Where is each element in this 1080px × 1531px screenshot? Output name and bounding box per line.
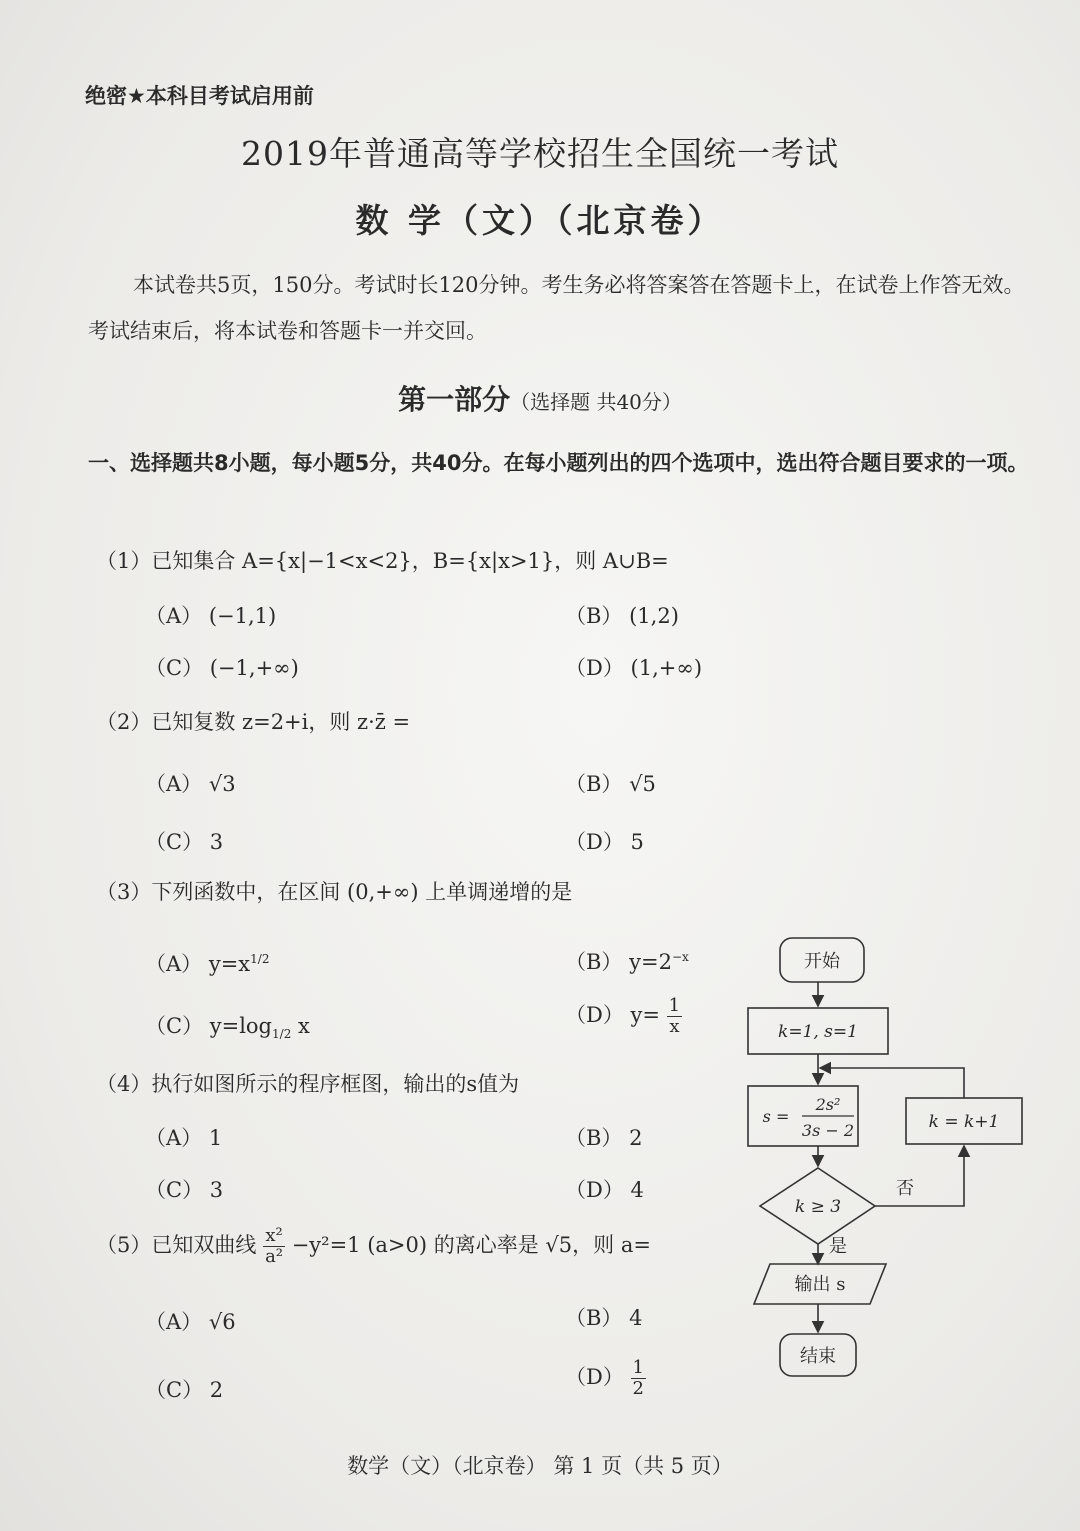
question-2-option-c: （C） 3 <box>145 830 224 854</box>
confidential-label: 绝密★本科目考试启用前 <box>85 84 314 108</box>
question-5-fraction <box>263 1226 285 1267</box>
flowchart-increment-label: k = k+1 <box>928 1112 1000 1132</box>
page-footer: 数学（文）（北京卷） 第 1 页（共 5 页） <box>347 1454 733 1478</box>
question-1-stem: （1）已知集合 A={x|−1<x<2}，B={x|x>1}，则 A∪B= <box>96 549 669 573</box>
question-4-option-b: （B） 2 <box>565 1126 643 1150</box>
question-3-stem: （3）下列函数中，在区间 (0,+∞) 上单调递增的是 <box>96 880 573 904</box>
question-5-option-d <box>565 1358 646 1399</box>
flowchart-init-label: k=1, s=1 <box>778 1022 858 1042</box>
flowchart-yes-label: 是 <box>829 1236 847 1257</box>
flowchart-assign-denominator: 3s − 2 <box>801 1121 855 1140</box>
question-1-option-d: （D） (1,+∞) <box>565 656 703 680</box>
section-instructions: 一、选择题共8小题，每小题5分，共40分。在每小题列出的四个选项中，选出符合题目要求的一项。 <box>88 451 1029 475</box>
question-3-option-d-fraction <box>667 996 682 1037</box>
question-5-option-d-fraction <box>631 1358 646 1399</box>
exam-subtitle: 数 学（文）（北京卷） <box>355 201 725 240</box>
flowchart-start-label: 开始 <box>804 951 840 972</box>
question-4-stem: （4）执行如图所示的程序框图，输出的s值为 <box>96 1072 520 1096</box>
fraction-numerator: 1 <box>632 1357 644 1378</box>
flowchart-output-label: 输出 s <box>794 1274 846 1295</box>
question-3-option-d-text: （D） y= <box>565 1003 660 1027</box>
question-3-option-a <box>145 948 269 978</box>
fraction-numerator: x² <box>263 1226 285 1247</box>
question-3-option-a-exponent: 1/2 <box>250 952 270 966</box>
question-2-option-a: （A） √3 <box>145 772 236 796</box>
question-3-option-c-text: （C） y=log <box>145 1014 273 1038</box>
question-3-option-c <box>145 1010 310 1041</box>
fraction-denominator: a² <box>265 1246 284 1267</box>
exam-instructions: 本试卷共5页，150分。考试时长120分钟。考生务必将答案答在答题卡上，在试卷上作答无效。考试结束后，将本试卷和答题卡一并交回。 <box>88 273 1025 343</box>
question-3-option-c-tail: x <box>291 1014 310 1038</box>
exam-title: 2019年普通高等学校招生全国统一考试 <box>241 134 839 173</box>
flowchart-assign-numerator: 2s² <box>815 1095 841 1114</box>
question-5-stem <box>96 1226 651 1267</box>
question-3-option-a-text: （A） y=x <box>145 952 251 976</box>
question-3-option-c-base: 1/2 <box>272 1027 292 1042</box>
question-1-option-b: （B） (1,2) <box>565 604 679 628</box>
question-2-option-d: （D） 5 <box>565 830 644 854</box>
question-4-option-a: （A） 1 <box>145 1126 223 1150</box>
flowchart-end-label: 结束 <box>800 1346 836 1367</box>
question-4-option-c: （C） 3 <box>145 1178 224 1202</box>
question-5-option-a: （A） √6 <box>145 1310 236 1334</box>
flowchart-condition-label: k ≥ 3 <box>794 1197 842 1217</box>
question-5-stem-start: （5）已知双曲线 <box>96 1233 257 1257</box>
question-2-option-b: （B） √5 <box>565 772 656 796</box>
part-heading <box>0 378 1080 418</box>
question-5-option-b: （B） 4 <box>565 1306 643 1330</box>
flowchart-assign-lhs: s = <box>762 1107 790 1126</box>
fraction-denominator: 2 <box>632 1378 644 1399</box>
question-5-option-c: （C） 2 <box>145 1378 224 1402</box>
program-flowchart <box>740 930 1060 1390</box>
part-note: （选择题 共40分） <box>510 390 682 414</box>
question-3-option-d <box>565 996 682 1037</box>
question-5-stem-end: −y²=1 (a>0) 的离心率是 √5，则 a= <box>291 1233 651 1257</box>
question-3-option-b-exponent: −x <box>671 950 689 964</box>
part-title: 第一部分 <box>398 383 511 416</box>
question-3-option-b <box>565 946 689 976</box>
question-1-option-c: （C） (−1,+∞) <box>145 656 299 680</box>
question-5-option-d-text: （D） <box>565 1365 624 1389</box>
question-1-option-a: （A） (−1,1) <box>145 604 277 628</box>
fraction-numerator: 1 <box>668 995 681 1016</box>
question-3-option-b-text: （B） y=2 <box>565 950 672 974</box>
question-2-stem: （2）已知复数 z=2+i，则 z·z̄ = <box>96 710 411 734</box>
question-4-option-d: （D） 4 <box>565 1178 644 1202</box>
fraction-denominator: x <box>669 1016 680 1037</box>
flowchart-no-label: 否 <box>896 1178 914 1199</box>
